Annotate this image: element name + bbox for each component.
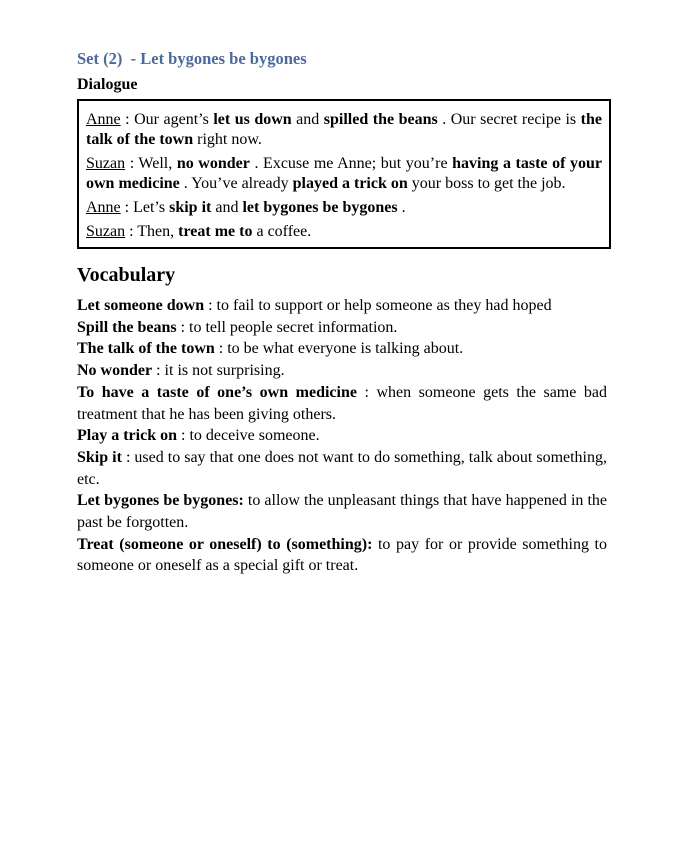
idiom-phrase: the talk of the town (86, 111, 602, 148)
vocabulary-definition: : it is not surprising. (152, 362, 285, 380)
dialogue-line (86, 154, 602, 194)
vocabulary-definition: : to be what everyone is talking about. (214, 340, 464, 358)
vocabulary-item (77, 317, 607, 339)
dialogue-line (86, 222, 602, 242)
vocabulary-term: Let someone down (77, 297, 205, 314)
dialogue-text: and (291, 111, 324, 128)
idiom-phrase: having a taste of your own medicine (86, 155, 603, 192)
dialogue-line (86, 198, 602, 218)
vocabulary-definition: to pay for or provide something to someone or oneself as a special gift or treat. (77, 535, 607, 575)
vocabulary-item (77, 295, 607, 317)
document-page (77, 48, 607, 577)
idiom-phrase: no wonder (176, 155, 250, 172)
vocabulary-term: To have a taste of one’s own medicine (77, 383, 357, 401)
vocabulary-term: The talk of the town (77, 340, 215, 358)
speaker-name: Suzan (86, 223, 126, 240)
dialogue-text: . Excuse me Anne; but you’re (249, 155, 453, 172)
vocabulary-definition: : to tell people secret information. (176, 318, 398, 336)
vocabulary-definition: to allow the unpleasant things that have happened in the past be forgotten. (77, 492, 607, 532)
dialogue-text: : Then, (125, 223, 179, 240)
speaker-name: Suzan (86, 155, 126, 172)
vocabulary-item (77, 490, 607, 533)
vocabulary-term: Skip it (77, 448, 122, 466)
idiom-phrase: let bygones be bygones (242, 199, 398, 216)
set-heading (77, 48, 607, 70)
vocabulary-term: No wonder (77, 362, 153, 380)
dialogue-text: : Our agent’s (120, 111, 214, 128)
vocabulary-definition: : to fail to support or help someone as they had hoped (204, 297, 552, 314)
dialogue-box (77, 99, 611, 249)
set-title: Let bygones be bygones (140, 49, 307, 68)
idiom-phrase: skip it (169, 199, 212, 216)
idiom-phrase: spilled the beans (323, 111, 438, 128)
vocabulary-term: Play a trick on (77, 427, 177, 445)
vocabulary-item (77, 338, 607, 360)
set-label: Set (2) (77, 49, 123, 68)
idiom-phrase: let us down (213, 111, 292, 128)
dialogue-text: and (211, 199, 243, 216)
vocabulary-definition: : when someone gets the same bad treatment that he has been giving others. (77, 383, 607, 423)
speaker-name: Anne (86, 111, 121, 128)
dialogue-line (86, 110, 602, 150)
dialogue-heading: Dialogue (77, 76, 138, 93)
speaker-name: Anne (86, 199, 121, 216)
idiom-phrase: played a trick on (292, 175, 408, 192)
vocabulary-item (77, 447, 607, 490)
dialogue-text: : Let’s (120, 199, 170, 216)
vocabulary-item (77, 382, 607, 425)
vocabulary-term: Treat (someone or oneself) to (something): (77, 535, 373, 553)
vocabulary-item (77, 534, 607, 577)
vocabulary-definition: : used to say that one does not want to do something, talk about something, etc. (77, 448, 607, 488)
vocabulary-item (77, 360, 607, 382)
idiom-phrase: treat me to (178, 223, 253, 240)
vocabulary-term: Spill the beans (77, 318, 177, 336)
dialogue-text: . You’ve already (179, 175, 293, 192)
dialogue-text: . (397, 199, 406, 216)
vocabulary-list (77, 295, 607, 577)
dialogue-text: your boss to get the job. (407, 175, 566, 192)
vocabulary-term: Let bygones be bygones: (77, 492, 244, 510)
dialogue-text: . Our secret recipe is (437, 111, 581, 128)
vocabulary-item (77, 425, 607, 447)
vocabulary-definition: : to deceive someone. (177, 427, 320, 445)
dialogue-text: : Well, (125, 155, 177, 172)
set-separator: - (122, 49, 141, 68)
dialogue-text: right now. (193, 131, 262, 148)
vocabulary-heading: Vocabulary (77, 264, 176, 286)
dialogue-text: a coffee. (252, 223, 312, 240)
